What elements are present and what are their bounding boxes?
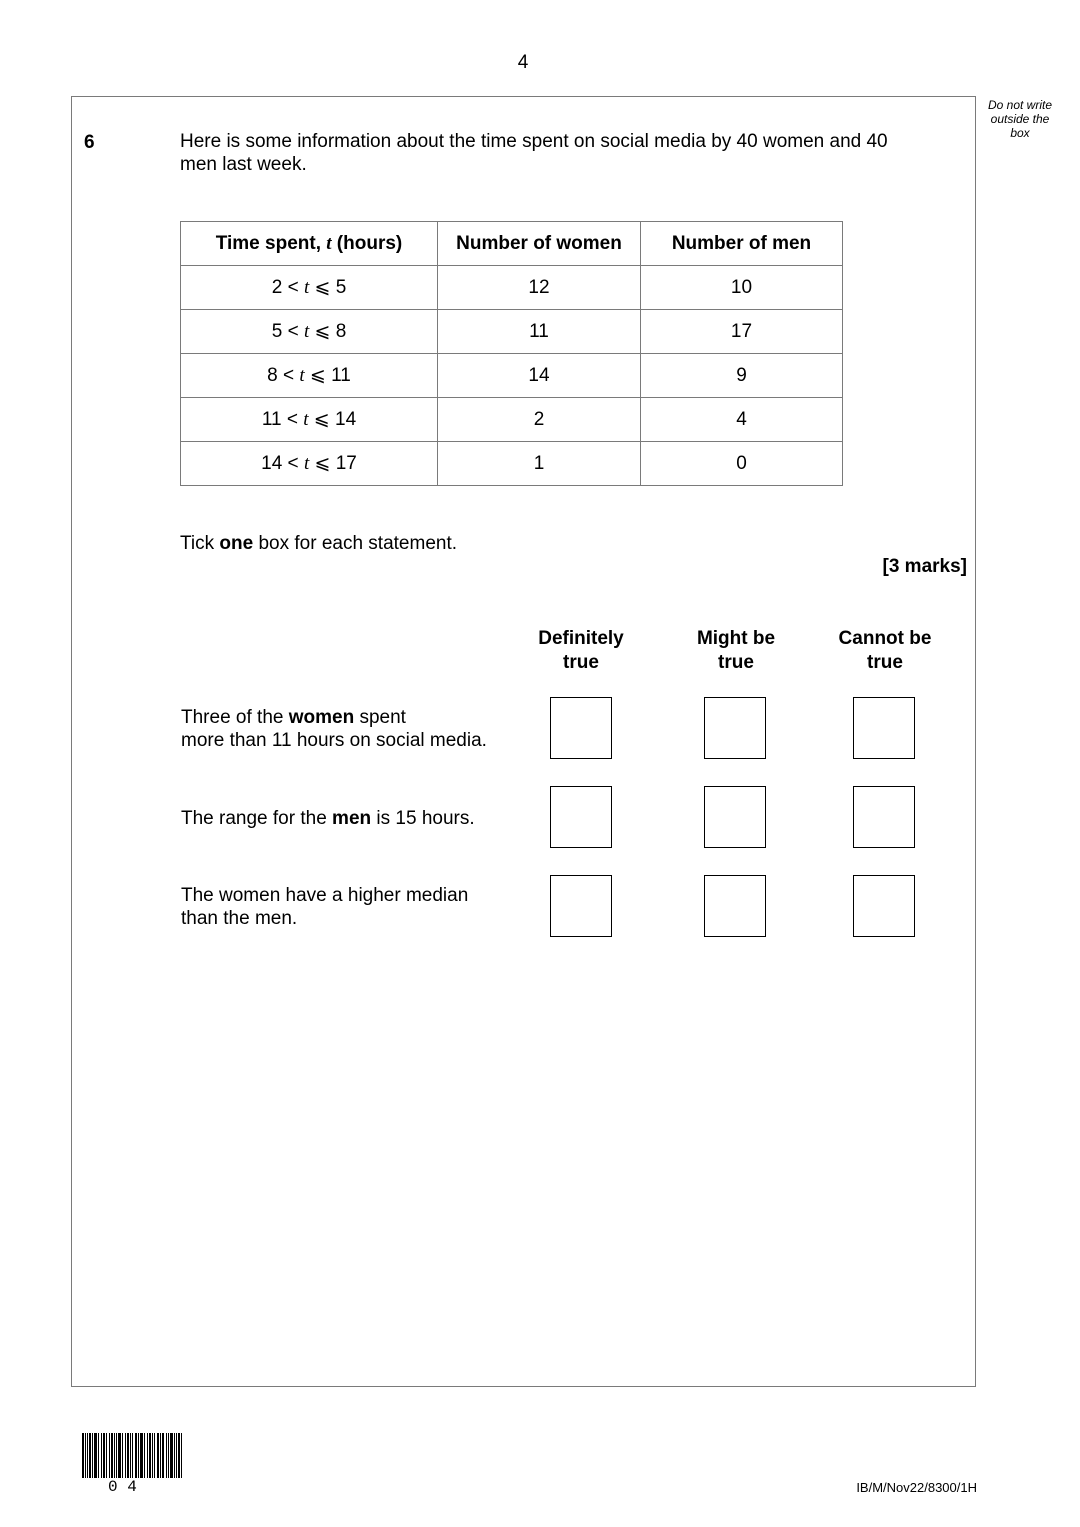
tick-box-s2-definitely-true[interactable] — [550, 786, 612, 848]
table-header-row — [181, 222, 843, 266]
question-intro: Here is some information about the time spent on social media by 40 women and 40 men last week. — [180, 131, 888, 175]
tick-box-s1-definitely-true[interactable] — [550, 697, 612, 759]
margin-note: Do not write outside the box — [987, 98, 1053, 140]
page-number: 4 — [517, 52, 529, 73]
tick-box-s1-might-be-true[interactable] — [704, 697, 766, 759]
time-interval: 11 < t ⩽ 14 — [181, 398, 438, 442]
statement-2: The range for the men is 15 hours. — [181, 808, 475, 829]
barcode-text: 0 4 — [108, 1478, 137, 1496]
women-count: 12 — [438, 266, 641, 310]
tick-box-s2-might-be-true[interactable] — [704, 786, 766, 848]
tick-box-s2-cannot-be-true[interactable] — [853, 786, 915, 848]
tick-box-s1-cannot-be-true[interactable] — [853, 697, 915, 759]
men-count: 4 — [641, 398, 843, 442]
column-might-be-true: Might be true — [696, 628, 776, 673]
tick-box-s3-might-be-true[interactable] — [704, 875, 766, 937]
women-count: 11 — [438, 310, 641, 354]
tick-box-s3-definitely-true[interactable] — [550, 875, 612, 937]
marks-label: [3 marks] — [882, 556, 967, 577]
statement-3: The women have a higher median than the men. — [181, 885, 469, 929]
statement-1: Three of the women spent more than 11 hours on social media. — [181, 707, 487, 751]
tick-box-s3-cannot-be-true[interactable] — [853, 875, 915, 937]
header-time-spent: Time spent, t (hours) — [181, 222, 438, 266]
men-count: 10 — [641, 266, 843, 310]
time-interval: 5 < t ⩽ 8 — [181, 310, 438, 354]
table-row — [181, 310, 843, 354]
time-spent-table — [180, 221, 843, 486]
table-row — [181, 398, 843, 442]
table-row — [181, 354, 843, 398]
women-count: 1 — [438, 442, 641, 486]
men-count: 0 — [641, 442, 843, 486]
women-count: 14 — [438, 354, 641, 398]
header-women: Number of women — [438, 222, 641, 266]
instruction-text: Tick one box for each statement. — [180, 533, 458, 554]
header-men: Number of men — [641, 222, 843, 266]
barcode — [82, 1433, 182, 1478]
column-definitely-true: Definitely true — [538, 628, 624, 673]
paper-code: IB/M/Nov22/8300/1H — [856, 1480, 977, 1495]
women-count: 2 — [438, 398, 641, 442]
men-count: 9 — [641, 354, 843, 398]
time-interval: 2 < t ⩽ 5 — [181, 266, 438, 310]
time-interval: 14 < t ⩽ 17 — [181, 442, 438, 486]
table-row — [181, 442, 843, 486]
men-count: 17 — [641, 310, 843, 354]
question-number: 6 — [84, 132, 95, 153]
time-interval: 8 < t ⩽ 11 — [181, 354, 438, 398]
column-cannot-be-true: Cannot be true — [838, 628, 932, 673]
table-row — [181, 266, 843, 310]
